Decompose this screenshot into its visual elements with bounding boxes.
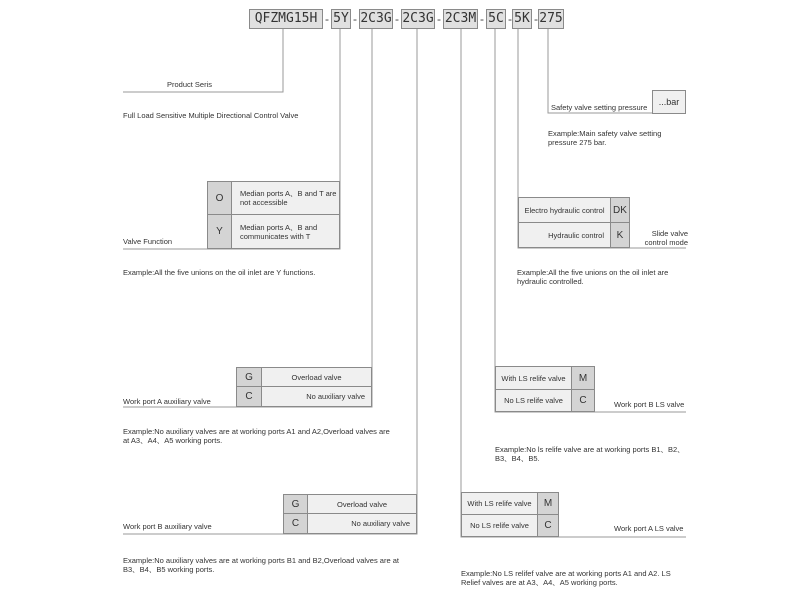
work-port-b-ls-example: Example:No ls relife valve are at working ports B1、B2、B3、B4、B5. bbox=[495, 445, 685, 463]
work-port-b-aux-example: Example:No auxiliary valves are at working ports B1 and B2,Overload valves are at B3、B4、B5 working ports. bbox=[123, 556, 399, 574]
valve-function-option-code: O bbox=[208, 182, 232, 215]
work-port-a-aux-option-code: C bbox=[237, 387, 262, 406]
work-port-a-aux-example: Example:No auxiliary valves are at working ports A1 and A2,Overload valves are at A3、A4、A5 working ports. bbox=[123, 427, 390, 445]
work-port-b-ls-option-code: C bbox=[572, 390, 594, 411]
work-port-a-ls-example: Example:No LS relifef valve are at working ports A1 and A2. LS Relief valves are at A3、A4、A5 working ports. bbox=[461, 569, 671, 587]
work-port-b-aux-table bbox=[283, 494, 417, 534]
slide-valve-example: Example:All the five unions on the oil inlet are hydraulic controlled. bbox=[517, 268, 669, 286]
code-work-port-b-aux: 2C3G bbox=[401, 9, 435, 29]
work-port-a-ls-option-code: C bbox=[538, 515, 558, 536]
code-work-port-b-ls: 5C bbox=[486, 9, 506, 29]
code-work-port-a-aux: 2C3G bbox=[359, 9, 393, 29]
code-separator: - bbox=[395, 12, 399, 26]
code-separator: - bbox=[325, 12, 329, 26]
valve-function-option-code: Y bbox=[208, 215, 232, 248]
work-port-a-ls-option-desc: No LS relife valve bbox=[462, 515, 538, 536]
code-safety-pressure: 275 bbox=[538, 9, 564, 29]
work-port-a-aux-table bbox=[236, 367, 372, 407]
slide-valve-table bbox=[518, 197, 630, 248]
work-port-b-aux-option-code: G bbox=[284, 495, 308, 514]
code-separator: - bbox=[353, 12, 357, 26]
work-port-b-aux-label: Work port B auxiliary valve bbox=[123, 522, 212, 531]
work-port-b-aux-option-code: C bbox=[284, 514, 308, 533]
slide-valve-option-desc: Electro hydraulic control bbox=[519, 198, 611, 223]
work-port-a-ls-label: Work port A LS valve bbox=[614, 524, 684, 533]
product-description: Full Load Sensitive Multiple Directional Control Valve bbox=[123, 111, 299, 120]
work-port-a-aux-option-desc: No auxiliary valve bbox=[262, 387, 371, 406]
work-port-a-aux-option-code: G bbox=[237, 368, 262, 387]
work-port-b-ls-label: Work port B LS valve bbox=[614, 400, 685, 409]
slide-valve-option-code: K bbox=[611, 223, 629, 247]
code-product-series: QFZMG15H bbox=[249, 9, 323, 29]
safety-example: Example:Main safety valve setting pressure 275 bar. bbox=[548, 129, 662, 147]
work-port-a-aux-option-desc: Overload valve bbox=[262, 368, 371, 387]
work-port-b-ls-table bbox=[495, 366, 595, 412]
valve-function-option-desc: Median ports A、B and T are not accessible bbox=[232, 182, 339, 215]
valve-function-label: Valve Function bbox=[123, 237, 173, 246]
work-port-a-ls-option-desc: With LS relife valve bbox=[462, 493, 538, 515]
valve-function-example: Example:All the five unions on the oil inlet are Y functions. bbox=[123, 268, 316, 277]
slide-valve-option-desc: Hydraulic control bbox=[519, 223, 611, 247]
work-port-b-aux-option-desc: Overload valve bbox=[308, 495, 416, 514]
work-port-a-ls-table bbox=[461, 492, 559, 537]
valve-function-option-desc: Median ports A、B and communicates with T bbox=[232, 215, 339, 248]
code-separator: - bbox=[534, 12, 538, 26]
valve-function-table bbox=[207, 181, 340, 249]
work-port-b-aux-option-desc: No auxiliary valve bbox=[308, 514, 416, 533]
code-separator: - bbox=[508, 12, 512, 26]
code-valve-function: 5Y bbox=[331, 9, 351, 29]
safety-valve-label: Safety valve setting pressure bbox=[551, 103, 648, 112]
code-separator: - bbox=[437, 12, 441, 26]
work-port-a-aux-label: Work port A auxiliary valve bbox=[123, 397, 211, 406]
safety-unit-box bbox=[652, 90, 686, 114]
work-port-b-ls-option-desc: No LS relife valve bbox=[496, 390, 572, 411]
slide-valve-option-code: DK bbox=[611, 198, 629, 223]
code-slide-valve: 5K bbox=[512, 9, 532, 29]
slide-valve-label: Slide valve control mode bbox=[644, 229, 688, 247]
product-series-label: Product Seris bbox=[167, 80, 213, 89]
work-port-b-ls-option-desc: With LS relife valve bbox=[496, 367, 572, 390]
work-port-a-ls-option-code: M bbox=[538, 493, 558, 515]
safety-unit: ...bar bbox=[658, 96, 680, 107]
work-port-b-ls-option-code: M bbox=[572, 367, 594, 390]
code-work-port-a-ls: 2C3M bbox=[443, 9, 478, 29]
code-separator: - bbox=[480, 12, 484, 26]
